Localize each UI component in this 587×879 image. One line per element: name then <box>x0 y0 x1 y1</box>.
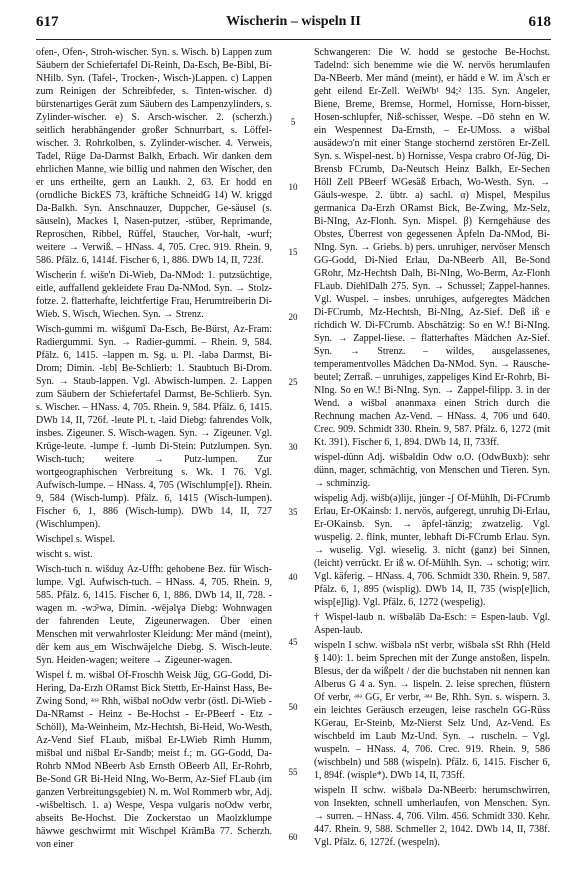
entry-paragraph: wispel-dünn Adj. wišbəldin Odw o.O. (OdwBuxb): sehr dünn, mager, schmächtig, von Menschen und Tieren. Syn. → schminzig. <box>314 452 550 489</box>
line-number: 5 <box>290 117 296 127</box>
line-number: 55 <box>288 767 298 777</box>
line-number: 25 <box>288 377 298 387</box>
page-header <box>36 14 551 36</box>
header-rule <box>36 39 551 40</box>
entry-paragraph: Wischpel s. Wispel. <box>36 534 115 545</box>
line-number: 15 <box>288 247 298 257</box>
page-number-left: 617 <box>36 14 59 30</box>
line-number: 30 <box>288 442 298 452</box>
entry-paragraph: ofen-, Ofen-, Stroh-wischer. Syn. s. Wisch. b) Lappen zum Säubern der Schiefertafel Di-Reinh, Da-Esch, Be-Bibl, Bi-NHilb. Syn. (Tafel-, Trocken-, Wisch-)Lappen. c) Lappen zum Reinigen der Schreibfeder, s. Tinten-wischer. d) bürstenartiges Gerät zum Säubern des Lampenzylinders, s. Zylinder-wischer. e) S. Arsch-wischer. 2. (scherzh.) seitlich herabhängender großer Schnurrbart, s. Löffel-wischer. 3. Rohrkolben, s. Zylinder-wischer. 4. Verweis, Tadel, Rüge Da-Darmst Balkh, Erbach. Wir danken dem ehrlichen Manne, wie billig und nahmen den Wischer, den er uns ertheilte, gern an Laukh. 2, 63. Er hodd en (orndliche BickES 73, kräftiche SchneidG 14) W. kriggd Da-Balkh. Syn. Anschnauzer, Duppcher, Ge-säusel (s. säuseln), Mackes I, Nasen-putzer, -stüber, Reprimande, Reproschen, Ribbel, Rüffel, Staucher, Vor-halt, -wurf; weitere → Verwiß. – HNass. 4, 705. Crec. 919. Rhein. 9, 586. Pfälz. 6, 1414f. Fischer 6, 1, 886. DWb 14, II, 723f. <box>36 47 272 266</box>
entry-paragraph: Schwangeren: Die W. hodd se gestoche Be-Hochst. Tadelnd: sich benemme wie die W. nervös herumlaufen Da-NBeerb. Mer mänd (meint), er hädd e W. im Ä'sch er geht eilend Er-Zell. WeiWb¹ 94;² 135. Syn. Angeler, Biene, Breme, Bremse, Hormel, Hornisse, Horn-bisser, Hosen-schlupfer, Niß-schisser, Wespe. –Dǒ stehn en W. ein Wespennest Da-Ernsth, – Er-UMoss. ə wišbəl ausädewɔ'n mit einer Stange stochernd zerstören Er-Zell. Syn. s. Wispel-nest. b) Hornisse, Vespa crabro Of-Jüg, Di-Brensb FCrumb, Da-Neutsch Heinz Balkh, Er-Sechen Höll Zell PBeerf WGesäß Erbach, Wo-Westh. Syn. → Gäuls-wespe. 2. übtr. a) sachl. α) Mispel, Mespilus germanica Da-Erzh ORamst Bick, Be-Zwing, Mz-Selz, Bi-NIng, Az-Flonh. Syn. Mispel. β) Kerngehäuse des Obstes, Überrest von gegessenen Äpfeln Da-NMod, Bi-NIng. Syn. → Griebs. b) pers. unruhiger, nervöser Mensch GG-Godd, Di-Nied Erlau, Da-NBeerb All, Be-Sond GRohr, Mz-Hechtsh Dalh, Bi-NIng, Wo-Berm, Az-Flonh FLaub. DiehlDalh 275. Syn. → Schussel; Zappel-hannes. Vgl. Wuspel. – insbes. unruhiges, aufgeregtes Mädchen Di-FCrumb, Mz-Hechtsh, Bi-NIng, Az-Sief. Deß iß e richdich W. Di-FCrumb. Abschätzig: So en W.! Bi-NIng. Syn. → Zappel-liese. – flatterhaftes Mädchen Az-Sief. Syn. → Strenz. – wildes, ausgelassenes, temperamentvolles Mädchen Da-NMod. Syn. → Rausche-beutel; Zerraß. – unruhiges, zappeliges Kind Er-Rohrb, Bi-NIng. So en W.! Bi-NIng. Syn. → Zappel-filipp. 3. in der Wend. ə wišbəl ənənmaxə einen Strich durch die Rechnung machen Az-Vend. – HNass. 4, 706 und 640. Crec. 909. Schmidt 330. Rhein. 9, 587. Pfälz. 6, 1272 (mit Kt. 391). Fischer 6, 1, 894. DWb 14, II, 733ff. <box>314 47 550 448</box>
entry-paragraph: Wischerin f. wišɐ'n Di-Wieb, Da-NMod: 1. putzsüchtige, eitle, auffallend gekleidete Frau Da-NMod. Syn. → Stolz-fotze. 2. flatterhafte, leichtfertige Frau, Herumtreiberin Di-Wieb. S. Wisch, Wiechen. Syn. → Strenz. <box>36 270 272 320</box>
entry-paragraph: wispeln I schw. wišbələ nSt verbr, wišbələ sSt Rhh (Held § 140): 1. beim Sprechen mit der Zunge anstoßen, lispeln. Blesus, der da wißpelt / der die buchstaben nit nennen kan Alberus G 4 a. Syn. → lispeln. 2. leise sprechen, flüstern Of verbr, ᵊᵃᵊ GG, Er verbr, ᵊᵃᵊ Be, Rhh. Syn. s. wispern. 3. ein leichtes Geräusch erzeugen, leise rascheln GG-Rüss KGerau, Er-Steinb, Mz-Nierst Selz Und, Az-Vend. Es wischbeld im Laub Mz-Und. Syn. → ruscheln. – Vgl. wuspeln. – HNass. 4, 706. Crec. 919. Rhein. 9, 586 (wischbeln) und 588 (wispeln). Pfälz. 6, 1415. Fischer 6, 1, 894f. (wisple*). DWb 14, II, 735ff. <box>314 640 550 781</box>
line-number: 60 <box>288 832 298 842</box>
line-number: 10 <box>288 182 298 192</box>
entry-paragraph: † Wispel-laub n. wišbəlāb Da-Esch: = Espen-laub. Vgl. Aspen-laub. <box>314 612 550 636</box>
line-number: 40 <box>288 572 298 582</box>
left-column <box>36 46 272 853</box>
page-number-right: 618 <box>528 14 551 30</box>
running-title: Wischerin – wispeln II <box>226 14 361 29</box>
entry-paragraph: Wisch-gummi m. wišgumī Da-Esch, Be-Bürst, Az-Fram: Radiergummi. Syn. → Radier-gummi. – Rhein. 9, 584. Pfälz. 6, 1415. –lappen m. Sg. u. Pl. -labə Darmst, Bi-Drom; Dimin. -lɛbḷ Be-Schlierb: 1. Staubtuch Bi-Drom. Syn. → Staub-lappen. Vgl. Abwisch-lumpen. 2. Lappen zum Säubern der Schiefertafel Darmst, Be-Schlierb. Syn. s. Wischer. – HNass. 4, 705. Rhein. 9, 584. Pfälz. 6, 1415. DWb 14, II, 726f. -leute Pl. t. -laid Diebg: fahrendes Volk, insbes. Zigeuner. S. Wisch-wagen. Syn. → Zigeuner. Vgl. Krüge-leute. -lumpe f. -lumb Di-Stein: Putzlumpen. Syn. Wisch-tuch; weitere → Putz-lumpen. Zur wortgeographischen Verbreitung s. Wk. I 76. Vgl. Aufwisch-lumpe. – HNass. 4, 705 (Wischlump[e]). Rhein. 9, 584 (Wisch-lump). Pfälz. 6, 1415 (Wisch-lumpen). Fischer 6, 1, 886 (Wisch-lump). DWb 14, II, 727 (Wischlumpen). <box>36 324 272 530</box>
entry-paragraph: wischt s. wist. <box>36 549 93 560</box>
line-number: 35 <box>288 507 298 517</box>
line-number: 45 <box>288 637 298 647</box>
line-number: 50 <box>288 702 298 712</box>
entry-paragraph: Wispel f. m. wišbəl Of-Froschh Weisk Jüg, GG-Godd, Di-Hering, Da-Erzh ORamst Bick Stettb, Er-Hainst Hass, Be-Zwing Sond, ᵊᵃᵊ Rhh, wišbəl noOdw verbr (östl. Di-Wieb - Da-NRamst - Heinz - Be-Hochst - Er-PBeerf - Etz - Schöll), Ma-Weinheim, Mz-Hechtsh, Bi-Heid, Wo-Westh, Az-Vend Sief FLaub, mišbəl Er-LWieb Rimh Humm, mišbəl und nišbəl Er-Sandb; meist f.; m. GG-Godd, Da-Rohrb NMod NBeerb Asb Ernsth OBeerb All, Er-Rohrb, Be-Sond GR Bi-Heid NIng, Wo-Berm, Az-Sief FLaub (im ganzen Verbreitungsgebiet) N. m. Wol Rommerb wbr, Adj. -wišbeltisch. 1. a) Wespe, Vespa vulgaris noOdw verbr, abseits Be-Hochst. Die Zockerstao un Maolzklumpe häwwe geschwirmt mit Wischpel KrämBa 77. Scherzh. von einer <box>36 670 272 850</box>
line-number: 20 <box>288 312 298 322</box>
entry-paragraph: wispeln II schw. wišbələ Da-NBeerb: herumschwirren, von Insekten, schnell umherlaufen, von Menschen. Syn. → surren. – HNass. 4, 706. Vilm. 456. Schmidt 330. Kehr. 447. Rhein. 9, 588. Schmeller 2, 1042. DWb 14, II, 738f. Vgl. Pfälz. 6, 1272f. (wespeln). <box>314 785 550 848</box>
right-column <box>314 46 550 851</box>
entry-paragraph: wispelig Adj. wišb(ə)lijɛ, jünger -ʃ Of-Mühlh, Di-FCrumb Erlau, Er-OKainsb: 1. nervös, aufgeregt, unruhig Di-Erlau, Er-OKainsb. Syn. → äpfel-tänzig; zwatzelig. Vgl. wuspelig. 2. flink, munter, lebhaft Di-FCrumb Erlau. Syn. → wuselig. Vgl. wieselig. 3. nicht (ganz) bei Sinnen, (leicht) verrückt. Er iß w. Of-Mühlh. Syn. → schotig; wirr. Vgl. käferig. – HNass. 4, 706. Schmidt 330. Rhein. 9, 587. Pfälz. 6, 1, 895 (wisplig). DWb 14, II, 735 (wisp[e]lich, wisp[e]lig). Vgl. Pfälz. 6, 1272 (wespelig). <box>314 493 550 608</box>
entry-paragraph: Wisch-tuch n. wišduχ Az-Uffh: gehobene Bez. für Wisch-lumpe. Vgl. Aufwisch-tuch. – HNass. 4, 705. Rhein. 9, 585. Pfälz. 6, 1415. Fischer 6, 1, 886. DWb 14, II, 728. -wagen m. -wɔ̄ᵊwə, Dimin. -wējəlɣə Diebg: Wohnwagen der fahrenden Leute, Zigeunerwagen. Über einen Menschen mit verwahrloster Kleidung: Mer mänd (meint), dër kem aus_em Wischwäjelche Diebg. S. Wisch-leute. Syn. Heiden-wagen; weitere → Zigeuner-wagen. <box>36 564 272 666</box>
